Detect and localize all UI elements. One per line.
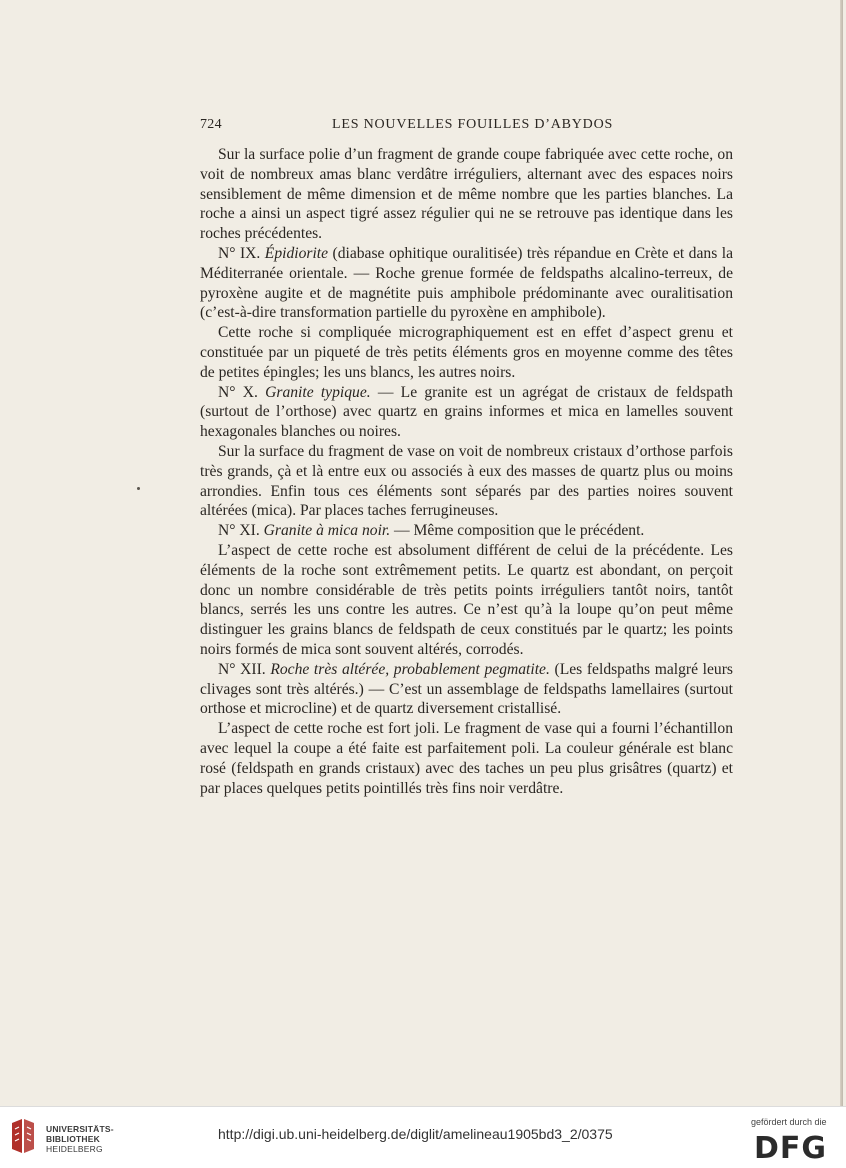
- paragraph-text: Cette roche si compliquée micrographiquement est en effet d’aspect grenu et constituée par un piqueté de très petits éléments gros en moyenne comme des têtes de petites épingles; les uns blancs, les autres noirs.: [200, 324, 733, 381]
- page-edge: [840, 0, 843, 1106]
- body-text: [200, 145, 733, 798]
- university-library-logo-icon: [8, 1117, 38, 1157]
- paragraph-lead: N° XI.: [218, 522, 264, 540]
- paragraph-lead: N° IX.: [218, 244, 265, 262]
- margin-speck: [137, 487, 140, 490]
- paragraph-text: — Le granite est un agrégat de cristaux de feldspath (surtout de l’orthose) avec quartz en grains informes et mica en lamelles souvent hexagonales blanches ou noires.: [200, 383, 733, 441]
- paragraph: [200, 145, 733, 244]
- paragraph-lead: N° XII.: [218, 660, 271, 678]
- specimen-name: Granite à mica noir.: [263, 522, 391, 540]
- university-library-name: [46, 1124, 114, 1154]
- paragraph: [200, 660, 733, 719]
- institution-line: HEIDELBERG: [46, 1144, 103, 1154]
- paragraph: [200, 383, 733, 442]
- dfg-logo: DFG: [754, 1131, 828, 1166]
- paragraph: [200, 719, 733, 798]
- running-title: LES NOUVELLES FOUILLES D’ABYDOS: [332, 117, 614, 132]
- institution-line: BIBLIOTHEK: [46, 1134, 100, 1144]
- specimen-name: Granite typique.: [265, 383, 371, 401]
- paragraph: [200, 323, 733, 382]
- paragraph: [200, 541, 733, 660]
- digitization-footer: [0, 1106, 846, 1168]
- funded-by-label: gefördert durch die: [751, 1117, 827, 1127]
- specimen-name: Épidiorite: [264, 244, 329, 262]
- paragraph-text: Sur la surface polie d’un fragment de grande coupe fabriquée avec cette roche, on voit de nombreux amas blanc verdâtre irréguliers, alternant avec des espaces noirs sensiblement de même dimension et de même nombre que les parties blanches. La roche a ainsi un aspect tigré assez régulier qui ne se retrouve pas identique dans les roches précédentes.: [200, 146, 733, 243]
- specimen-name: Roche très altérée, probablement pegmatite.: [270, 660, 550, 678]
- paragraph: [200, 244, 733, 323]
- paragraph-text: (diabase ophitique ouralitisée) très répandue en Crète et dans la Méditerranée orientale. — Roche grenue formée de feldspaths alcalino-terreux, de pyroxène augite et de magnétite puis amphibole prédominante avec ouralitisation (c’est-à-dire transformation partielle du pyroxène en amphibole).: [200, 244, 733, 322]
- source-url-link[interactable]: http://digi.ub.uni-heidelberg.de/diglit/amelineau1905bd3_2/0375: [218, 1126, 613, 1142]
- paragraph: [200, 442, 733, 521]
- page-number: 724: [200, 117, 222, 132]
- institution-line: UNIVERSITÄTS-: [46, 1124, 114, 1134]
- paragraph-text: L’aspect de cette roche est fort joli. Le fragment de vase qui a fourni l’échantillon avec lequel la coupe a été faite est parfaitement poli. La couleur générale est blanc rosé (feldspath en grands cristaux) avec des taches un peu plus grisâtres (quartz) et par places quelques petits pointillés très fins noir verdâtre.: [200, 720, 733, 797]
- paragraph-text: L’aspect de cette roche est absolument différent de celui de la précédente. Les éléments de la roche sont extrêmement petits. Le quartz est abondant, on perçoit donc un nombre considérable de très petits points irréguliers tantôt noirs, tantôt blancs, serrés les uns contre les autres. Ce n’est qu’à la loupe qu’on peut même distinguer les grains blancs de feldspath de ceux constitués par le quartz; les points noirs formés de mica sont souvent altérés, corrodés.: [200, 541, 733, 658]
- paragraph: [200, 521, 733, 541]
- paragraph-lead: N° X.: [218, 383, 266, 401]
- running-header: [200, 117, 733, 137]
- paragraph-text: Sur la surface du fragment de vase on voit de nombreux cristaux d’orthose parfois très grands, çà et là entre eux ou associés à eux des masses de quartz plus ou moins arrondies. Enfin tous ces éléments sont séparés par des parties noires souvent altérées (mica). Par places taches ferrugineuses.: [200, 442, 733, 520]
- paragraph-text: (Les feldspaths malgré leurs clivages sont très altérés.) — C’est un assemblage de feldspaths lamellaires (surtout orthose et microcline) et de quartz diversement cristallisé.: [200, 660, 733, 718]
- paragraph-text: — Même composition que le précédent.: [390, 522, 645, 540]
